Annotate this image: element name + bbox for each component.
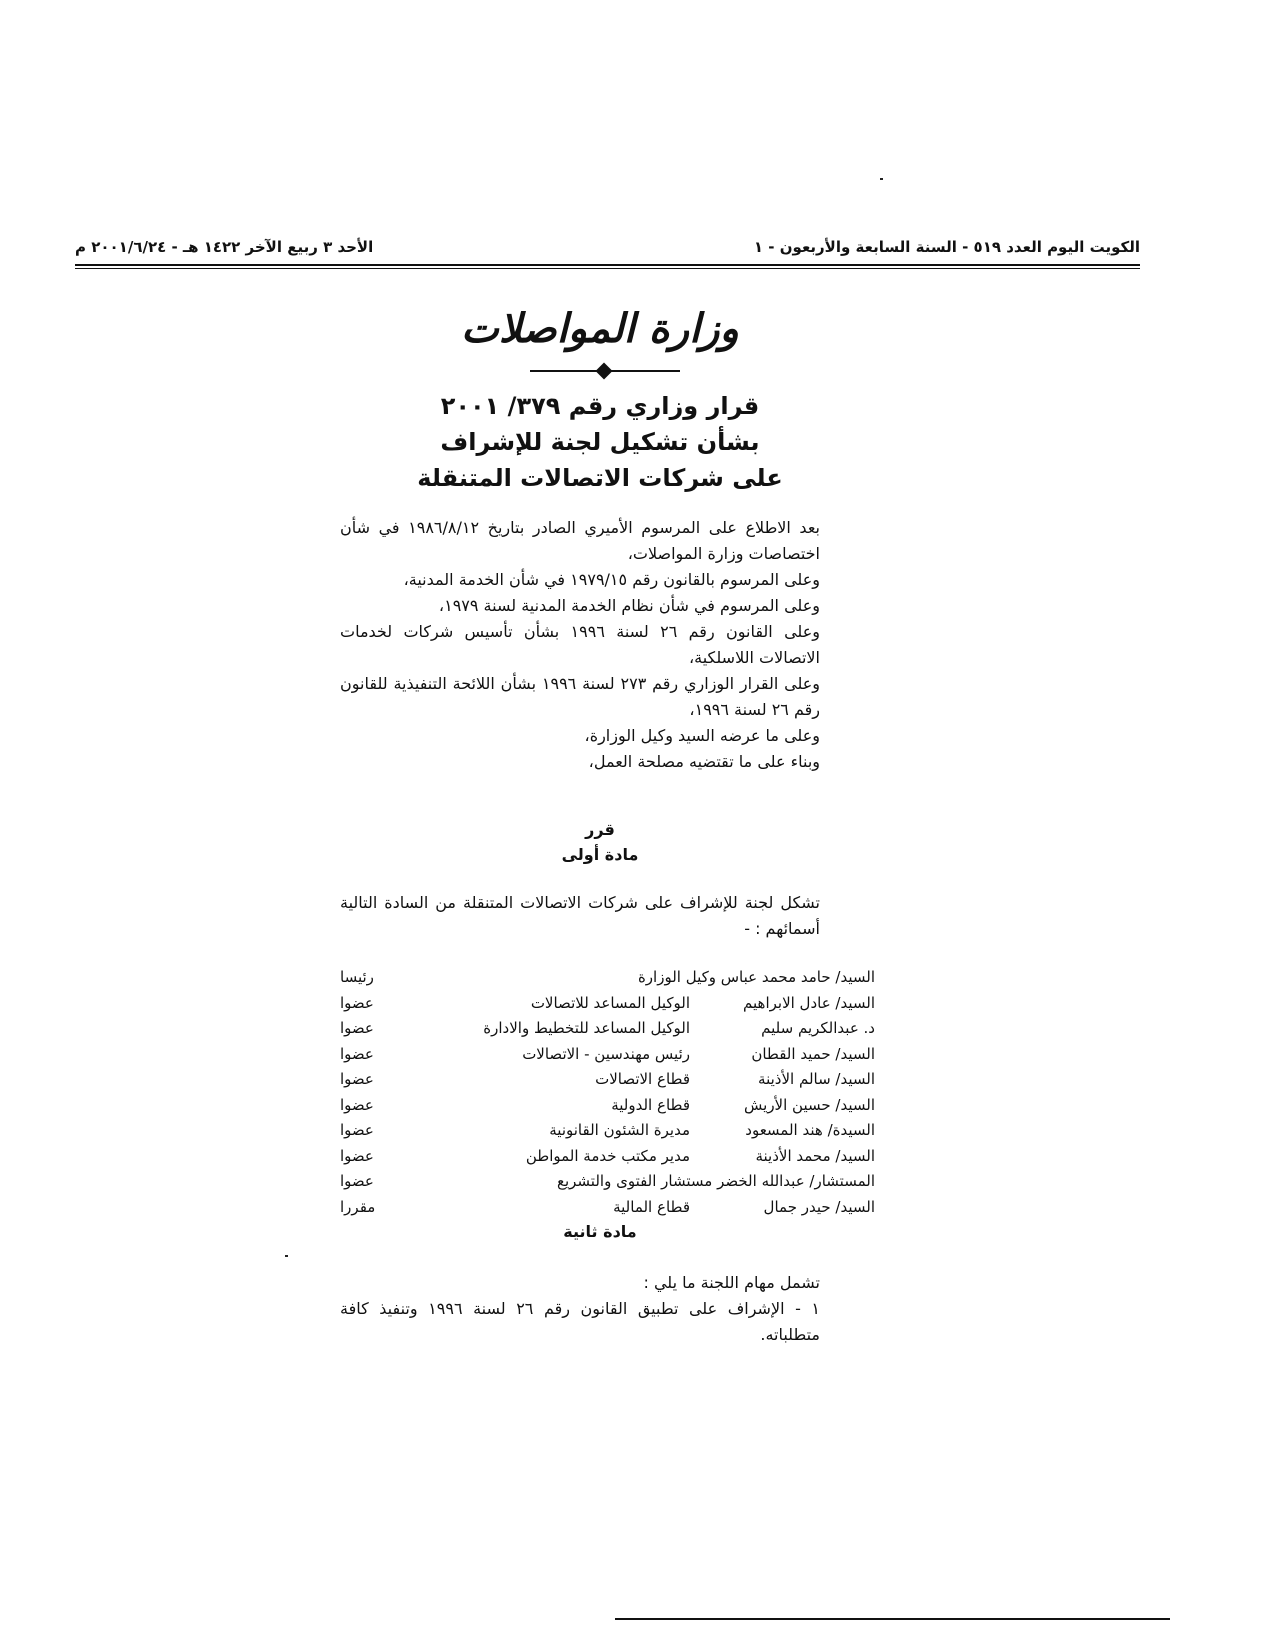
ministry-calligraphy: وزارة المواصلات — [461, 305, 739, 352]
member-role: عضوا — [340, 1095, 374, 1114]
member-position: قطاع المالية — [613, 1197, 690, 1216]
member-name: السيد/ عادل الابراهيم — [743, 993, 875, 1012]
member-role: عضوا — [340, 1121, 374, 1139]
article-1-heading: مادة أولى — [561, 845, 639, 864]
committee-members-list — [340, 968, 875, 1223]
member-position: الوكيل المساعد للتخطيط والادارة — [483, 1019, 690, 1037]
member-role: عضوا — [340, 1044, 374, 1063]
member-position: رئيس مهندسين - الاتصالات — [522, 1044, 690, 1063]
member-role: عضوا — [340, 1172, 374, 1190]
scan-speck — [880, 178, 883, 180]
member-row — [340, 1096, 875, 1122]
decided-heading: قرر — [585, 820, 615, 839]
header-rule — [75, 264, 1140, 269]
member-row — [340, 1045, 875, 1071]
member-row — [340, 1070, 875, 1096]
member-row — [340, 968, 875, 994]
scan-speck — [285, 1255, 288, 1257]
gazette-header — [75, 238, 1140, 262]
member-name: السيد/ حسين الأريش — [744, 1095, 875, 1114]
decision-title-line-2: بشأن تشكيل لجنة للإشراف — [440, 428, 760, 456]
article-1-intro-text: تشكل لجنة للإشراف على شركات الاتصالات المتنقلة من السادة التالية أسمائهم : - — [340, 893, 820, 938]
member-row — [340, 1121, 875, 1147]
article-2-item-1: ١ - الإشراف على تطبيق القانون رقم ٢٦ لسنة ١٩٩٦ وتنفيذ كافة متطلباته. — [340, 1299, 821, 1344]
member-name: المستشار/ عبدالله الخضر مستشار الفتوى والتشريع — [556, 1172, 875, 1190]
member-name: السيد/ حامد محمد عباس وكيل الوزارة — [637, 968, 875, 986]
member-name: السيدة/ هند المسعود — [745, 1121, 875, 1139]
preamble-clause: وبناء على ما تقتضيه مصلحة العمل، — [588, 752, 820, 771]
member-row — [340, 1019, 875, 1045]
member-role: مقررا — [340, 1197, 376, 1216]
member-name: السيد/ حيدر جمال — [763, 1197, 875, 1216]
preamble — [340, 515, 870, 775]
member-position: مدير مكتب خدمة المواطن — [525, 1146, 690, 1165]
member-row — [340, 1198, 875, 1224]
article-1-intro — [340, 890, 870, 942]
member-row — [340, 994, 875, 1020]
article-2-intro: تشمل مهام اللجنة ما يلي : — [643, 1273, 820, 1292]
member-name: السيد/ حميد القطان — [751, 1044, 875, 1063]
member-name: د. عبدالكريم سليم — [761, 1019, 875, 1037]
member-position: قطاع الاتصالات — [595, 1070, 690, 1088]
preamble-clause: وعلى المرسوم في شأن نظام الخدمة المدنية لسنة ١٩٧٩، — [438, 596, 820, 615]
gazette-date: الأحد ٣ ربيع الآخر ١٤٢٢ هـ - ٢٠٠١/٦/٢٤ م — [75, 238, 374, 256]
member-role: عضوا — [340, 1019, 374, 1037]
preamble-clause: وعلى المرسوم بالقانون رقم ١٩٧٩/١٥ في شأن الخدمة المدنية، — [403, 570, 820, 589]
preamble-clause: بعد الاطلاع على المرسوم الأميري الصادر بتاريخ ١٩٨٦/٨/١٢ في شأن اختصاصات وزارة المواصلات، — [340, 518, 821, 563]
gazette-issue-info: الكويت اليوم العدد ٥١٩ - السنة السابعة والأربعون - ١ — [753, 238, 1140, 256]
member-name: السيد/ سالم الأذينة — [758, 1070, 875, 1088]
member-position: قطاع الدولية — [611, 1095, 690, 1114]
member-position: مديرة الشئون القانونية — [549, 1121, 690, 1139]
member-role: عضوا — [340, 1070, 374, 1088]
preamble-clause: وعلى القرار الوزاري رقم ٢٧٣ لسنة ١٩٩٦ بشأن اللائحة التنفيذية للقانون رقم ٢٦ لسنة ١٩٩٦، — [340, 674, 821, 719]
member-role: عضوا — [340, 1146, 374, 1165]
member-row — [340, 1147, 875, 1173]
preamble-clause: وعلى ما عرضه السيد وكيل الوزارة، — [584, 726, 820, 745]
member-position: الوكيل المساعد للاتصالات — [530, 993, 690, 1012]
article-2-heading: مادة ثانية — [563, 1222, 637, 1241]
member-role: رئيسا — [340, 968, 374, 986]
member-row — [340, 1172, 875, 1198]
member-name: السيد/ محمد الأذينة — [755, 1146, 875, 1165]
decision-title-line-1: قرار وزاري رقم ٣٧٩/ ٢٠٠١ — [440, 392, 760, 420]
decision-title-line-3: على شركات الاتصالات المتنقلة — [417, 464, 783, 492]
article-2-body — [340, 1270, 870, 1348]
footer-rule — [615, 1618, 1170, 1620]
preamble-clause: وعلى القانون رقم ٢٦ لسنة ١٩٩٦ بشأن تأسيس شركات لخدمات الاتصالات اللاسلكية، — [340, 622, 820, 667]
member-role: عضوا — [340, 993, 374, 1012]
ornament-diamond — [596, 363, 613, 380]
